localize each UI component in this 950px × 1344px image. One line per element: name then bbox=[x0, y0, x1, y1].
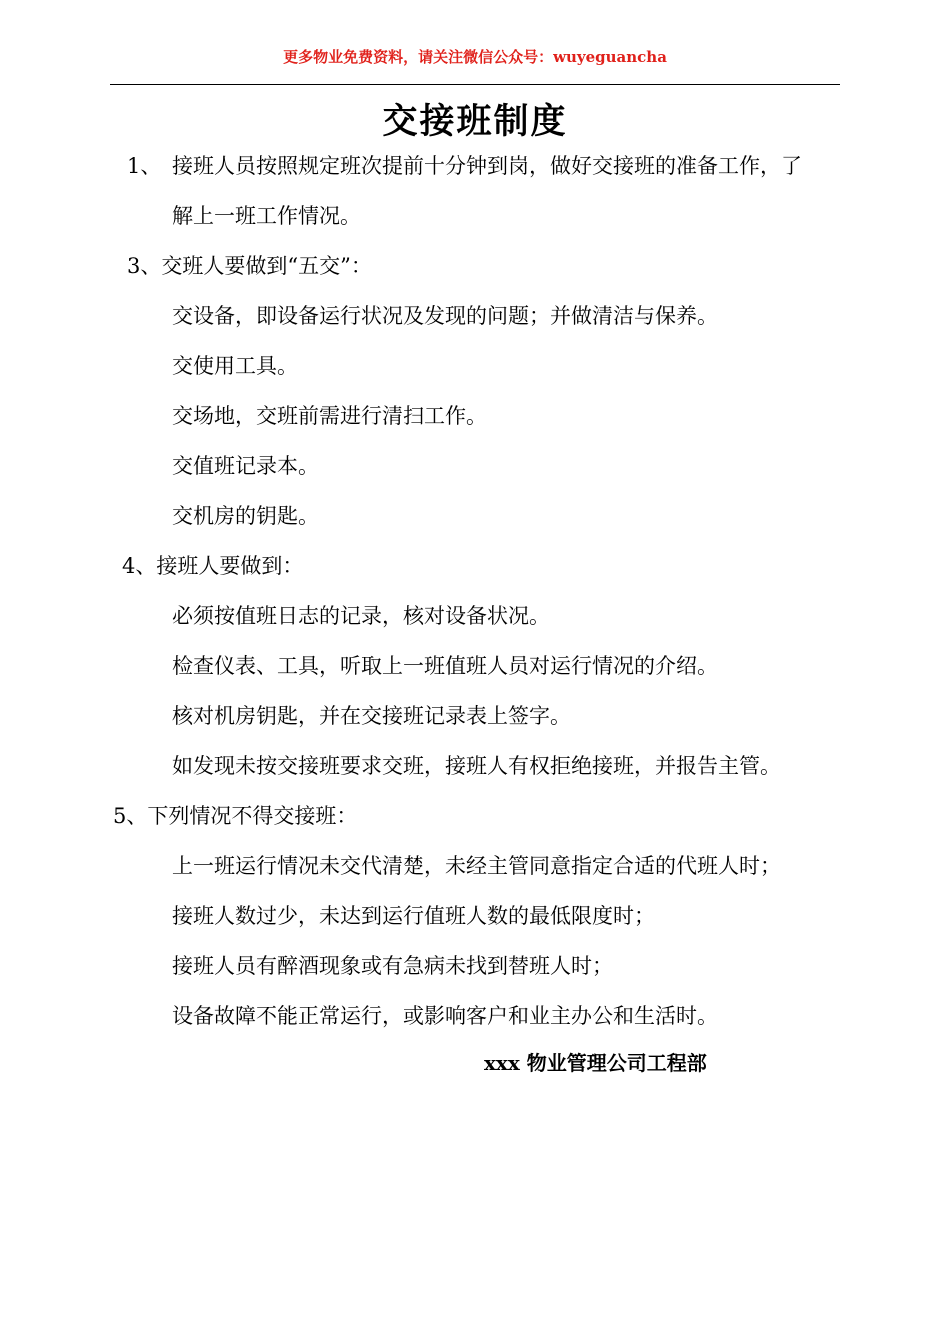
section5-item: 接班人数过少，未达到运行值班人数的最低限度时； bbox=[172, 904, 655, 928]
section4-item: 必须按值班日志的记录，核对设备状况。 bbox=[172, 604, 550, 628]
document-title: 交接班制度 bbox=[382, 101, 568, 142]
section4-item: 检查仪表、工具，听取上一班值班人员对运行情况的介绍。 bbox=[172, 654, 718, 678]
section1-text-line2: 解上一班工作情况。 bbox=[172, 204, 361, 228]
section5-item: 接班人员有醉酒现象或有急病未找到替班人时； bbox=[172, 954, 613, 978]
section5-item: 设备故障不能正常运行，或影响客户和业主办公和生活时。 bbox=[172, 1004, 718, 1028]
section4-item: 核对机房钥匙，并在交接班记录表上签字。 bbox=[172, 704, 571, 728]
section3-item: 交设备，即设备运行状况及发现的问题；并做清洁与保养。 bbox=[172, 304, 718, 328]
section4-heading: 4、接班人要做到： bbox=[122, 554, 304, 578]
section3-heading: 3、交班人要做到“五交”： bbox=[127, 254, 372, 278]
section3-item: 交值班记录本。 bbox=[172, 454, 319, 478]
section1-number: 1、 bbox=[127, 154, 162, 178]
section3-item: 交机房的钥匙。 bbox=[172, 504, 319, 528]
section1-text-line1: 接班人员按照规定班次提前十分钟到岗，做好交接班的准备工作，了 bbox=[172, 154, 802, 178]
header-promo-note: 更多物业免费资料，请关注微信公众号：wuyeguancha bbox=[283, 48, 667, 66]
section3-item: 交使用工具。 bbox=[172, 354, 298, 378]
section5-heading: 5、下列情况不得交接班： bbox=[113, 804, 358, 828]
section3-item: 交场地，交班前需进行清扫工作。 bbox=[172, 404, 487, 428]
header-divider bbox=[110, 84, 840, 85]
section5-item: 上一班运行情况未交代清楚，未经主管同意指定合适的代班人时； bbox=[172, 854, 781, 878]
signature-department: xxx 物业管理公司工程部 bbox=[484, 1051, 707, 1075]
section4-item: 如发现未按交接班要求交班，接班人有权拒绝接班，并报告主管。 bbox=[172, 754, 781, 778]
